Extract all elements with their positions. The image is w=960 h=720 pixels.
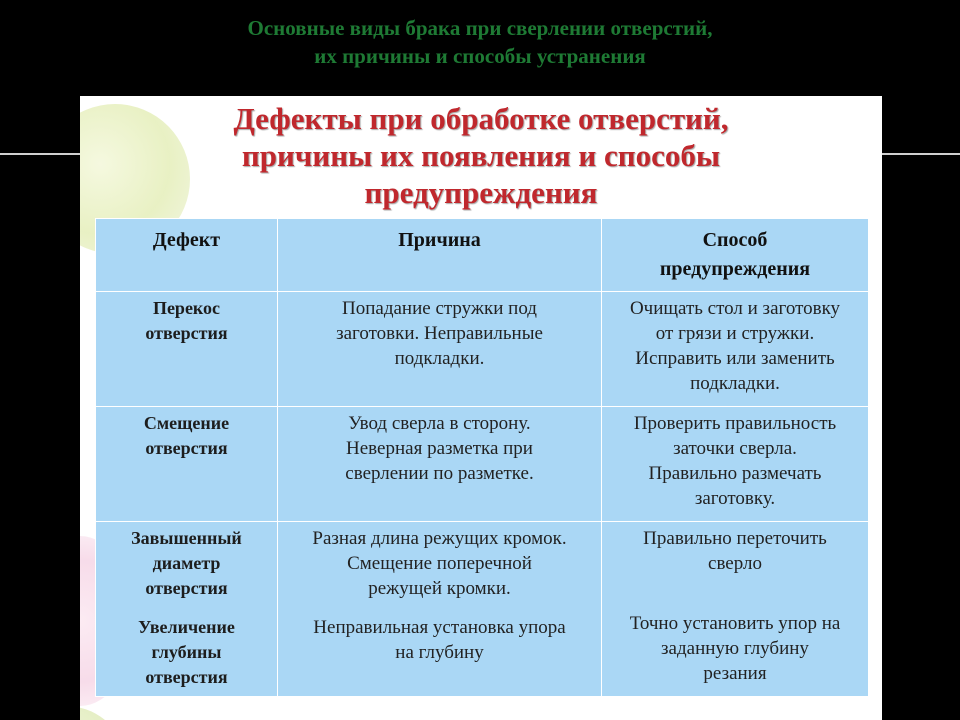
cell-text [102, 411, 271, 461]
cell-text-line: Дефект [152, 229, 221, 251]
prevention-cell [602, 522, 869, 697]
cell-text-line: Исправить или заменить [635, 348, 835, 369]
cell-text-line: отверстия [145, 578, 228, 598]
cell-text-line: Способ [702, 229, 768, 251]
cell-text [608, 411, 862, 511]
cell-text-line: Попадание стружки под [342, 298, 537, 319]
cell-text-line: подкладки. [394, 348, 485, 369]
cell-text-line: от грязи и стружки. [655, 323, 815, 344]
cell-text-line: Увеличение [138, 617, 235, 637]
cell-text [284, 411, 595, 486]
cell-text-line: Неправильная установка упора [313, 617, 566, 638]
cell-text-line: предупреждения [659, 258, 811, 280]
table-row [96, 407, 869, 522]
cause-cell [278, 407, 602, 522]
header-title [0, 14, 960, 70]
cell-text-line: заготовки. Неправильные [336, 323, 543, 344]
cell-text-line: Смещение поперечной [347, 553, 532, 574]
cell-text-line: сверло [708, 553, 762, 574]
cell-text [102, 526, 271, 601]
cell-text-line: Причина [398, 229, 481, 251]
cell-text [608, 611, 862, 686]
column-header-cause [278, 219, 602, 292]
slide-title-line: Дефекты при обработке отверстий, [233, 101, 729, 136]
cause-cell [278, 292, 602, 407]
cell-text-line: Правильно размечать [648, 463, 822, 484]
prevention-cell [602, 407, 869, 522]
cell-text-line: заготовку. [694, 488, 776, 509]
cell-text [608, 226, 862, 284]
cell-text [102, 615, 271, 690]
cell-text-line: отверстия [145, 667, 228, 687]
slide-title [80, 100, 882, 211]
cell-text-line: Смещение [143, 413, 230, 433]
table-header-row [96, 219, 869, 292]
cell-text-line: отверстия [145, 438, 228, 458]
cell-text-line: Очищать стол и заготовку [629, 298, 841, 319]
cause-cell [278, 522, 602, 697]
cell-text-line: на глубину [395, 642, 484, 663]
cell-text [284, 615, 595, 665]
cell-text-line: Разная длина режущих кромок. [312, 528, 567, 549]
cell-text-line: Увод сверла в сторону. [348, 413, 531, 434]
cell-text-line: глубины [151, 642, 222, 662]
cell-text-line: диаметр [152, 553, 221, 573]
defect-cell [96, 522, 278, 697]
slide-title-line: причины их появления и способы [241, 138, 721, 173]
cell-text-line: Точно установить упор на [629, 613, 841, 634]
cell-text-line: режущей кромки. [368, 578, 511, 599]
cell-text-line: подкладки. [690, 373, 780, 394]
cell-text [284, 526, 595, 601]
cell-text-line: сверлении по разметке. [345, 463, 534, 484]
cell-text-line: Завышенный [131, 528, 242, 548]
cell-text-line: резания [703, 663, 767, 684]
header-title-line: их причины и способы устранения [314, 44, 646, 68]
cell-text [284, 296, 595, 371]
header-bar [0, 0, 960, 96]
cell-text-line: Правильно переточить [643, 528, 827, 549]
cell-text [608, 526, 862, 576]
cell-text [284, 226, 595, 255]
cell-text-line: Проверить правильность [633, 413, 837, 434]
column-header-prevention [602, 219, 869, 292]
balloon-decoration [80, 706, 120, 720]
prevention-cell [602, 292, 869, 407]
defect-cell [96, 407, 278, 522]
defects-table [95, 218, 869, 697]
column-header-defect [96, 219, 278, 292]
defect-cell [96, 292, 278, 407]
cell-text-line: Перекос [152, 298, 221, 318]
slide-title-line: предупреждения [364, 175, 598, 210]
cell-text-line: заточки сверла. [673, 438, 797, 459]
cell-text-line: отверстия [145, 323, 228, 343]
cell-text [102, 296, 271, 346]
cell-text-line: Неверная разметка при [346, 438, 533, 459]
table-row [96, 292, 869, 407]
table-row [96, 522, 869, 697]
cell-text [608, 296, 862, 396]
header-title-line: Основные виды брака при сверлении отверстий, [247, 16, 713, 40]
cell-text [102, 226, 271, 255]
cell-text-line: заданную глубину [661, 638, 809, 659]
